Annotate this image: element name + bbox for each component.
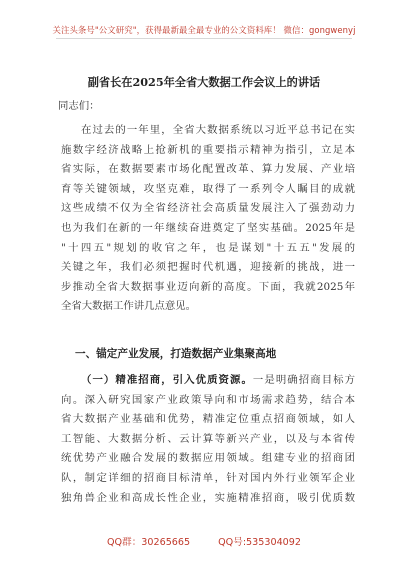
paragraph-line: 全省大数据工作讲几点意见。 [61, 300, 197, 313]
paragraph-line-text: 一是明确招商目标方 [252, 374, 355, 386]
paragraph-line [61, 371, 355, 391]
paragraph-line: 育等关键领域，攻坚克难，取得了一系列令人瞩目的成就 [61, 182, 355, 195]
paragraph-line: 在过去的一年里，全省大数据系统以习近平总书记在实 [81, 124, 355, 136]
paragraph-line: 步推动全省大数据事业迈向新的高度。下面，我就2025年 [61, 280, 355, 293]
paragraph-line: 也为我们在新的一年继续奋进奠定了坚实基础。2025年是 [61, 221, 355, 234]
footer-qq-group: QQ群：30265665 [107, 537, 191, 548]
paragraph-2 [61, 371, 355, 508]
paragraph-line: 工智能、大数据分析、云计算等新兴产业，以及与本省传 [61, 432, 355, 445]
header-notice: 关注头条号"公文研究"，获得最新最全最专业的公文资料库！ 微信：gongwenyj [52, 25, 356, 35]
paragraph-line: 统优势产业融合发展的数据应用领域。组建专业的招商团 [61, 452, 355, 465]
paragraph-line: "十四五"规划的收官之年，也是谋划"十五五"发展的 [61, 241, 355, 254]
paragraph-line: 队，制定详细的招商目标清单，针对国内外行业领军企业 [61, 471, 355, 484]
header-divider [56, 38, 352, 39]
footer-qq-number: QQ号:535304092 [218, 537, 301, 548]
paragraph-line: 这些成绩不仅为全省经济社会高质量发展注入了强劲动力 [61, 202, 355, 215]
paragraph-line: 省实际，在数据要素市场化配置改革、算力发展、产业培 [61, 163, 355, 176]
paragraph-line: 施数字经济战略上抢新机的重要指示精神为指引，立足本 [61, 143, 355, 156]
document-title: 副省长在2025年全省大数据工作会议上的讲话 [87, 75, 321, 89]
salutation: 同志们： [58, 100, 100, 112]
paragraph-1 [61, 121, 355, 317]
section-heading: 一、锚定产业发展，打造数据产业集聚高地 [75, 348, 277, 360]
paragraph-line: 关键之年，我们必须把握时代机遇，迎接新的挑战，进一 [61, 261, 355, 274]
footer-contact [0, 534, 408, 548]
subsection-heading: （一）精准招商，引入优质资源。 [81, 374, 253, 386]
paragraph-line: 省大数据产业基础和优势，精准定位重点招商领域，如人 [61, 413, 355, 426]
paragraph-line: 独角兽企业和高成长性企业，实施精准招商，吸引优质数 [61, 491, 355, 504]
paragraph-line: 向。深入研究国家产业政策导向和市场需求趋势，结合本 [61, 393, 355, 406]
